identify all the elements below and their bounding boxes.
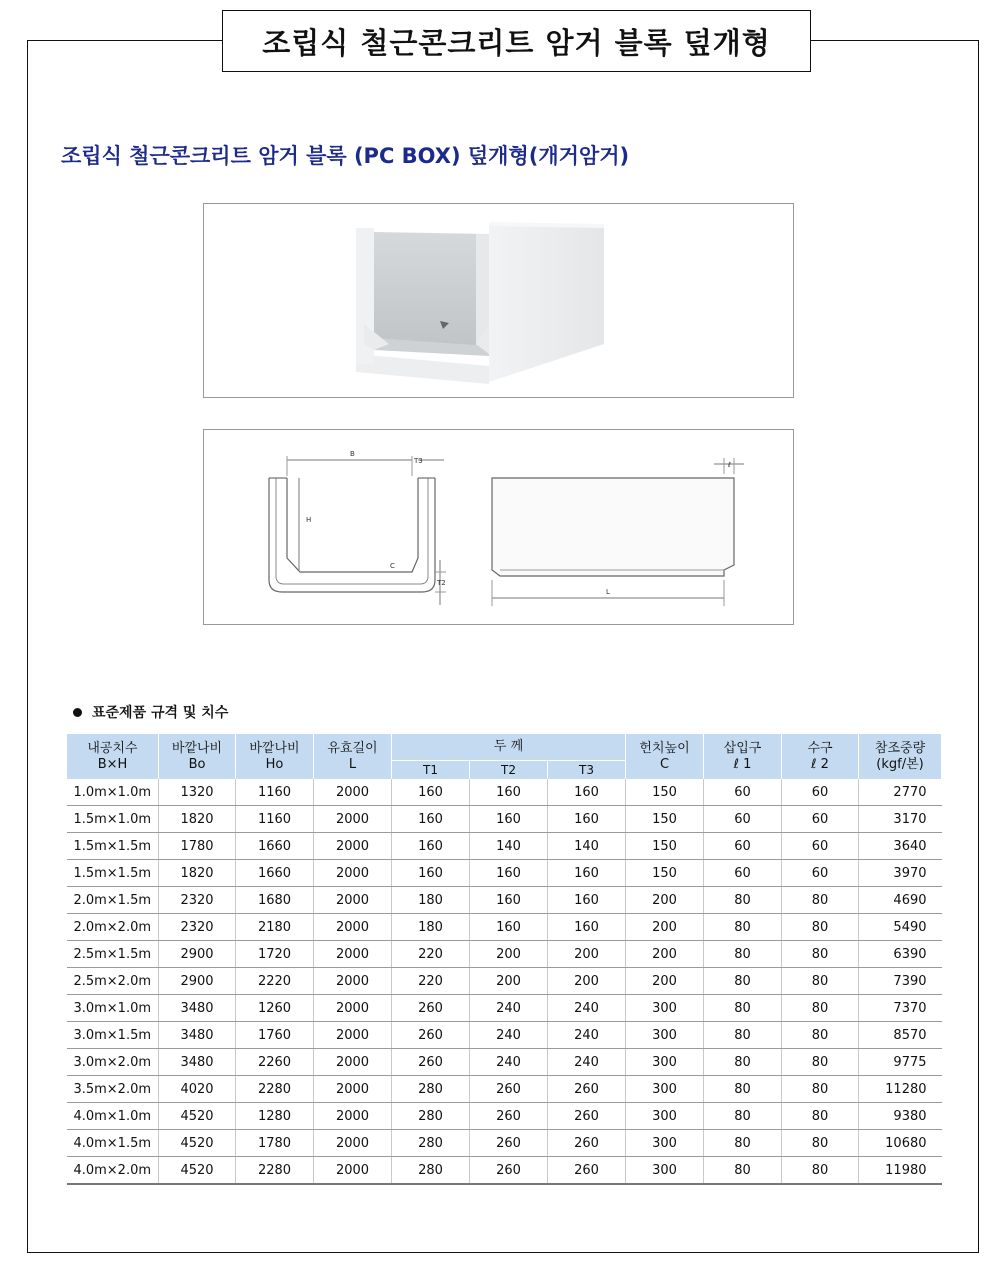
table-cell: 2000 <box>314 1130 392 1157</box>
table-cell: 160 <box>470 887 548 914</box>
table-cell: 3170 <box>859 806 942 833</box>
table-cell: 60 <box>704 833 782 860</box>
table-cell: 4.0m×1.5m <box>67 1130 159 1157</box>
table-row <box>67 1157 942 1185</box>
table-row <box>67 887 942 914</box>
table-cell: 160 <box>548 806 626 833</box>
table-cell: 80 <box>782 887 859 914</box>
table-cell: 60 <box>782 779 859 806</box>
table-row <box>67 995 942 1022</box>
table-row <box>67 1130 942 1157</box>
table-cell: 2000 <box>314 941 392 968</box>
table-cell: 280 <box>392 1157 470 1185</box>
table-cell: 60 <box>704 806 782 833</box>
table-row <box>67 1049 942 1076</box>
table-cell: 80 <box>704 1076 782 1103</box>
table-cell: 160 <box>392 860 470 887</box>
table-cell: 1.5m×1.5m <box>67 860 159 887</box>
table-cell: 300 <box>626 1103 704 1130</box>
table-cell: 3.0m×1.0m <box>67 995 159 1022</box>
table-cell: 280 <box>392 1076 470 1103</box>
side-view-drawing <box>492 458 744 606</box>
table-cell: 3480 <box>159 1049 236 1076</box>
table-cell: 160 <box>392 779 470 806</box>
table-cell: 150 <box>626 833 704 860</box>
table-row <box>67 779 942 806</box>
table-cell: 1820 <box>159 860 236 887</box>
table-cell: 80 <box>704 1022 782 1049</box>
table-cell: 3970 <box>859 860 942 887</box>
table-cell: 260 <box>548 1130 626 1157</box>
table-cell: 160 <box>392 833 470 860</box>
table-cell: 1280 <box>236 1103 314 1130</box>
table-cell: 200 <box>626 941 704 968</box>
table-cell: 180 <box>392 887 470 914</box>
table-cell: 150 <box>626 806 704 833</box>
dim-label-h: H <box>306 516 312 524</box>
table-cell: 260 <box>470 1076 548 1103</box>
table-cell: 80 <box>782 1049 859 1076</box>
product-photo <box>203 203 794 398</box>
table-cell: 160 <box>548 887 626 914</box>
table-cell: 160 <box>470 860 548 887</box>
table-cell: 7390 <box>859 968 942 995</box>
table-cell: 200 <box>470 968 548 995</box>
table-cell: 220 <box>392 941 470 968</box>
table-cell: 300 <box>626 1022 704 1049</box>
table-cell: 80 <box>704 1049 782 1076</box>
spec-table <box>66 734 942 1185</box>
table-cell: 7370 <box>859 995 942 1022</box>
table-cell: 2000 <box>314 1022 392 1049</box>
table-cell: 150 <box>626 860 704 887</box>
table-cell: 3480 <box>159 995 236 1022</box>
table-cell: 80 <box>782 1076 859 1103</box>
table-row <box>67 806 942 833</box>
table-cell: 220 <box>392 968 470 995</box>
table-row <box>67 1103 942 1130</box>
table-row <box>67 833 942 860</box>
table-cell: 4690 <box>859 887 942 914</box>
table-cell: 2000 <box>314 1103 392 1130</box>
table-cell: 1660 <box>236 860 314 887</box>
table-cell: 280 <box>392 1130 470 1157</box>
table-cell: 2220 <box>236 968 314 995</box>
table-cell: 260 <box>548 1103 626 1130</box>
table-cell: 80 <box>704 1103 782 1130</box>
table-cell: 1260 <box>236 995 314 1022</box>
table-cell: 300 <box>626 1049 704 1076</box>
table-cell: 1760 <box>236 1022 314 1049</box>
table-cell: 150 <box>626 779 704 806</box>
table-cell: 2000 <box>314 833 392 860</box>
header-t2: T2 <box>470 761 548 780</box>
table-cell: 2260 <box>236 1049 314 1076</box>
table-cell: 200 <box>470 941 548 968</box>
table-cell: 80 <box>704 968 782 995</box>
table-cell: 4520 <box>159 1130 236 1157</box>
table-cell: 2000 <box>314 1049 392 1076</box>
table-cell: 11980 <box>859 1157 942 1185</box>
table-cell: 4.0m×2.0m <box>67 1157 159 1185</box>
table-cell: 9775 <box>859 1049 942 1076</box>
table-cell: 60 <box>782 860 859 887</box>
table-cell: 140 <box>470 833 548 860</box>
pc-box-photo-illustration <box>204 204 793 397</box>
header-socket: 삽입구 ℓ 1 <box>704 734 782 779</box>
table-cell: 80 <box>782 1130 859 1157</box>
table-cell: 60 <box>782 806 859 833</box>
table-cell: 1320 <box>159 779 236 806</box>
table-cell: 300 <box>626 1076 704 1103</box>
table-cell: 300 <box>626 1130 704 1157</box>
table-cell: 160 <box>470 806 548 833</box>
bullet-icon <box>73 708 82 717</box>
table-cell: 300 <box>626 995 704 1022</box>
table-cell: 6390 <box>859 941 942 968</box>
dim-label-c: C <box>390 562 395 570</box>
table-cell: 80 <box>704 941 782 968</box>
table-cell: 4.0m×1.0m <box>67 1103 159 1130</box>
table-cell: 240 <box>470 1022 548 1049</box>
table-cell: 240 <box>470 1049 548 1076</box>
table-cell: 4520 <box>159 1157 236 1185</box>
table-cell: 1660 <box>236 833 314 860</box>
page-title: 조립식 철근콘크리트 암거 블록 덮개형 <box>222 10 811 72</box>
table-cell: 1820 <box>159 806 236 833</box>
table-cell: 1.5m×1.5m <box>67 833 159 860</box>
table-cell: 260 <box>392 1022 470 1049</box>
table-row <box>67 1022 942 1049</box>
table-row <box>67 941 942 968</box>
table-cell: 200 <box>548 968 626 995</box>
table-cell: 1160 <box>236 779 314 806</box>
table-cell: 240 <box>470 995 548 1022</box>
table-cell: 160 <box>548 860 626 887</box>
table-cell: 2770 <box>859 779 942 806</box>
header-t1: T1 <box>392 761 470 780</box>
table-cell: 80 <box>704 914 782 941</box>
table-cell: 200 <box>626 887 704 914</box>
table-cell: 160 <box>470 914 548 941</box>
table-cell: 80 <box>782 914 859 941</box>
table-cell: 60 <box>704 860 782 887</box>
table-cell: 80 <box>782 1157 859 1185</box>
table-cell: 2280 <box>236 1157 314 1185</box>
table-cell: 280 <box>392 1103 470 1130</box>
header-inner-size: 내공치수 B×H <box>67 734 159 779</box>
table-cell: 240 <box>548 1049 626 1076</box>
technical-drawing <box>203 429 794 625</box>
dim-label-t2: T2 <box>437 579 446 587</box>
table-cell: 260 <box>470 1130 548 1157</box>
table-cell: 260 <box>470 1157 548 1185</box>
table-cell: 1160 <box>236 806 314 833</box>
section-heading <box>73 702 228 722</box>
table-cell: 80 <box>704 995 782 1022</box>
table-cell: 4520 <box>159 1103 236 1130</box>
table-cell: 80 <box>782 1022 859 1049</box>
table-cell: 200 <box>548 941 626 968</box>
header-outer-width: 바깥나비 Bo <box>159 734 236 779</box>
table-cell: 200 <box>626 968 704 995</box>
product-subtitle: 조립식 철근콘크리트 암거 블록 (PC BOX) 덮개형(개거암거) <box>61 144 630 168</box>
table-cell: 2000 <box>314 1157 392 1185</box>
table-cell: 1.0m×1.0m <box>67 779 159 806</box>
table-cell: 1720 <box>236 941 314 968</box>
table-cell: 2.0m×2.0m <box>67 914 159 941</box>
table-cell: 260 <box>548 1076 626 1103</box>
table-cell: 2000 <box>314 914 392 941</box>
table-cell: 240 <box>548 1022 626 1049</box>
dimension-drawing <box>204 430 793 624</box>
table-cell: 160 <box>548 914 626 941</box>
header-outer-height: 바깥나비 Ho <box>236 734 314 779</box>
table-cell: 180 <box>392 914 470 941</box>
header-haunch: 헌치높이 C <box>626 734 704 779</box>
table-cell: 60 <box>704 779 782 806</box>
table-cell: 3.5m×2.0m <box>67 1076 159 1103</box>
table-cell: 160 <box>470 779 548 806</box>
header-thickness: 두 께 <box>392 734 626 761</box>
table-cell: 160 <box>392 806 470 833</box>
table-cell: 2000 <box>314 860 392 887</box>
table-cell: 10680 <box>859 1130 942 1157</box>
table-cell: 140 <box>548 833 626 860</box>
table-cell: 4020 <box>159 1076 236 1103</box>
table-cell: 260 <box>548 1157 626 1185</box>
table-cell: 2320 <box>159 887 236 914</box>
table-cell: 2000 <box>314 968 392 995</box>
table-cell: 3.0m×2.0m <box>67 1049 159 1076</box>
table-cell: 160 <box>548 779 626 806</box>
table-cell: 2000 <box>314 806 392 833</box>
table-cell: 2.5m×1.5m <box>67 941 159 968</box>
table-cell: 80 <box>782 995 859 1022</box>
cross-section-drawing <box>269 456 446 605</box>
table-cell: 1.5m×1.0m <box>67 806 159 833</box>
table-cell: 3480 <box>159 1022 236 1049</box>
table-cell: 2.0m×1.5m <box>67 887 159 914</box>
table-cell: 2320 <box>159 914 236 941</box>
table-cell: 2180 <box>236 914 314 941</box>
header-t3: T3 <box>548 761 626 780</box>
dim-label-l: L <box>606 588 610 596</box>
table-cell: 2.5m×2.0m <box>67 968 159 995</box>
table-cell: 260 <box>392 995 470 1022</box>
dim-label-t3: T3 <box>414 457 423 465</box>
table-cell: 2900 <box>159 941 236 968</box>
table-cell: 80 <box>782 968 859 995</box>
table-cell: 11280 <box>859 1076 942 1103</box>
table-cell: 300 <box>626 1157 704 1185</box>
section-heading-text: 표준제품 규격 및 치수 <box>92 705 229 721</box>
table-cell: 2900 <box>159 968 236 995</box>
table-row <box>67 914 942 941</box>
table-cell: 2000 <box>314 887 392 914</box>
table-cell: 240 <box>548 995 626 1022</box>
table-cell: 200 <box>626 914 704 941</box>
table-cell: 2000 <box>314 995 392 1022</box>
table-cell: 1680 <box>236 887 314 914</box>
header-weight: 참조중량 (kgf/본) <box>859 734 942 779</box>
header-spigot: 수구 ℓ 2 <box>782 734 859 779</box>
dim-label-b: B <box>350 450 355 458</box>
table-cell: 1780 <box>159 833 236 860</box>
table-cell: 260 <box>392 1049 470 1076</box>
table-cell: 80 <box>704 1130 782 1157</box>
table-cell: 80 <box>782 941 859 968</box>
dim-label-ell: ℓ <box>728 461 731 469</box>
table-cell: 80 <box>704 1157 782 1185</box>
table-cell: 9380 <box>859 1103 942 1130</box>
table-cell: 5490 <box>859 914 942 941</box>
table-row <box>67 1076 942 1103</box>
table-cell: 1780 <box>236 1130 314 1157</box>
table-cell: 2280 <box>236 1076 314 1103</box>
table-row <box>67 968 942 995</box>
table-cell: 2000 <box>314 1076 392 1103</box>
spec-table-body <box>67 779 942 1184</box>
table-cell: 260 <box>470 1103 548 1130</box>
header-effective-length: 유효길이 L <box>314 734 392 779</box>
table-cell: 2000 <box>314 779 392 806</box>
table-row <box>67 860 942 887</box>
table-cell: 60 <box>782 833 859 860</box>
table-cell: 80 <box>782 1103 859 1130</box>
table-cell: 80 <box>704 887 782 914</box>
table-cell: 3640 <box>859 833 942 860</box>
table-cell: 8570 <box>859 1022 942 1049</box>
table-cell: 3.0m×1.5m <box>67 1022 159 1049</box>
